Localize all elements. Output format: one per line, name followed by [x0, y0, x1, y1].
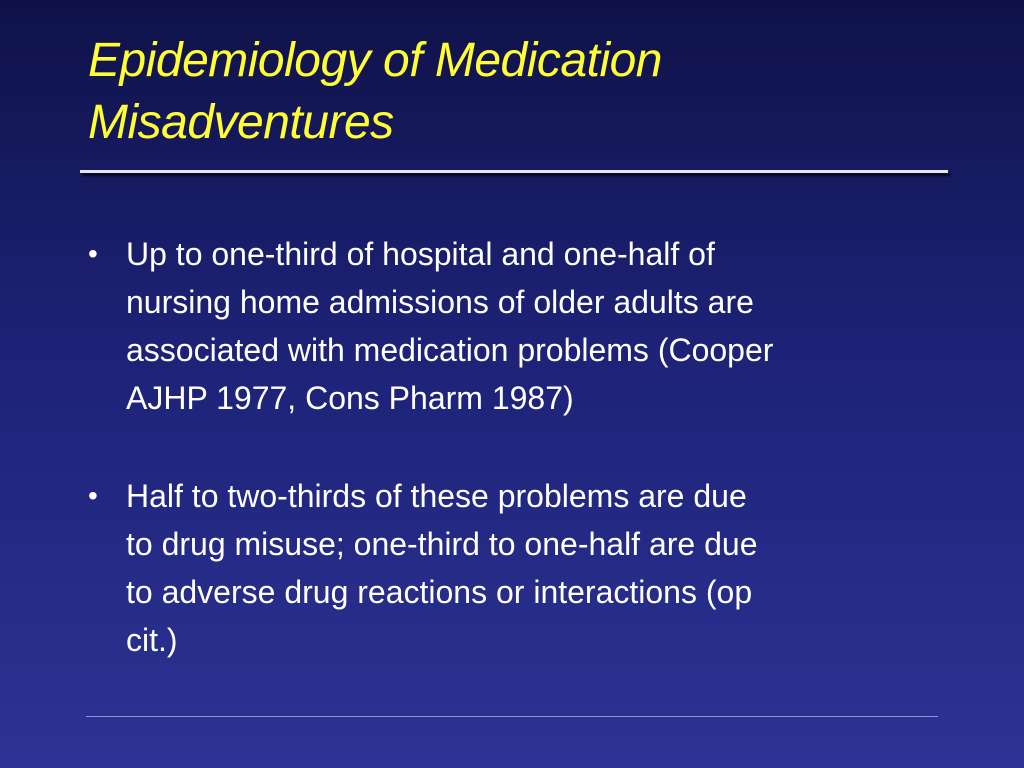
bullet-1-line-3: associated with medication problems (Cooper [126, 332, 774, 368]
slide-title-line-2: Misadventures [88, 96, 394, 149]
bullet-item-1 [84, 230, 964, 422]
bullet-1-line-1: Up to one-third of hospital and one-half of [126, 236, 715, 272]
bullet-2-line-1: Half to two-thirds of these problems are due [126, 478, 747, 514]
bullet-2-line-3: to adverse drug reactions or interactions (op [126, 574, 753, 610]
title-underline-divider [80, 170, 948, 173]
bullet-2-line-4: cit.) [126, 622, 178, 658]
bullet-1-line-2: nursing home admissions of older adults are [126, 284, 754, 320]
bullet-list [84, 230, 964, 714]
bullet-marker-icon: • [88, 480, 98, 511]
slide-title-line-1: Epidemiology of Medication [88, 34, 662, 87]
bullet-1-line-4: AJHP 1977, Cons Pharm 1987) [126, 380, 574, 416]
bullet-marker-icon: • [88, 238, 98, 269]
bullet-2-line-2: to drug misuse; one-third to one-half are due [126, 526, 758, 562]
slide-title [88, 30, 948, 154]
bullet-item-2 [84, 472, 964, 664]
footer-divider [86, 716, 938, 717]
